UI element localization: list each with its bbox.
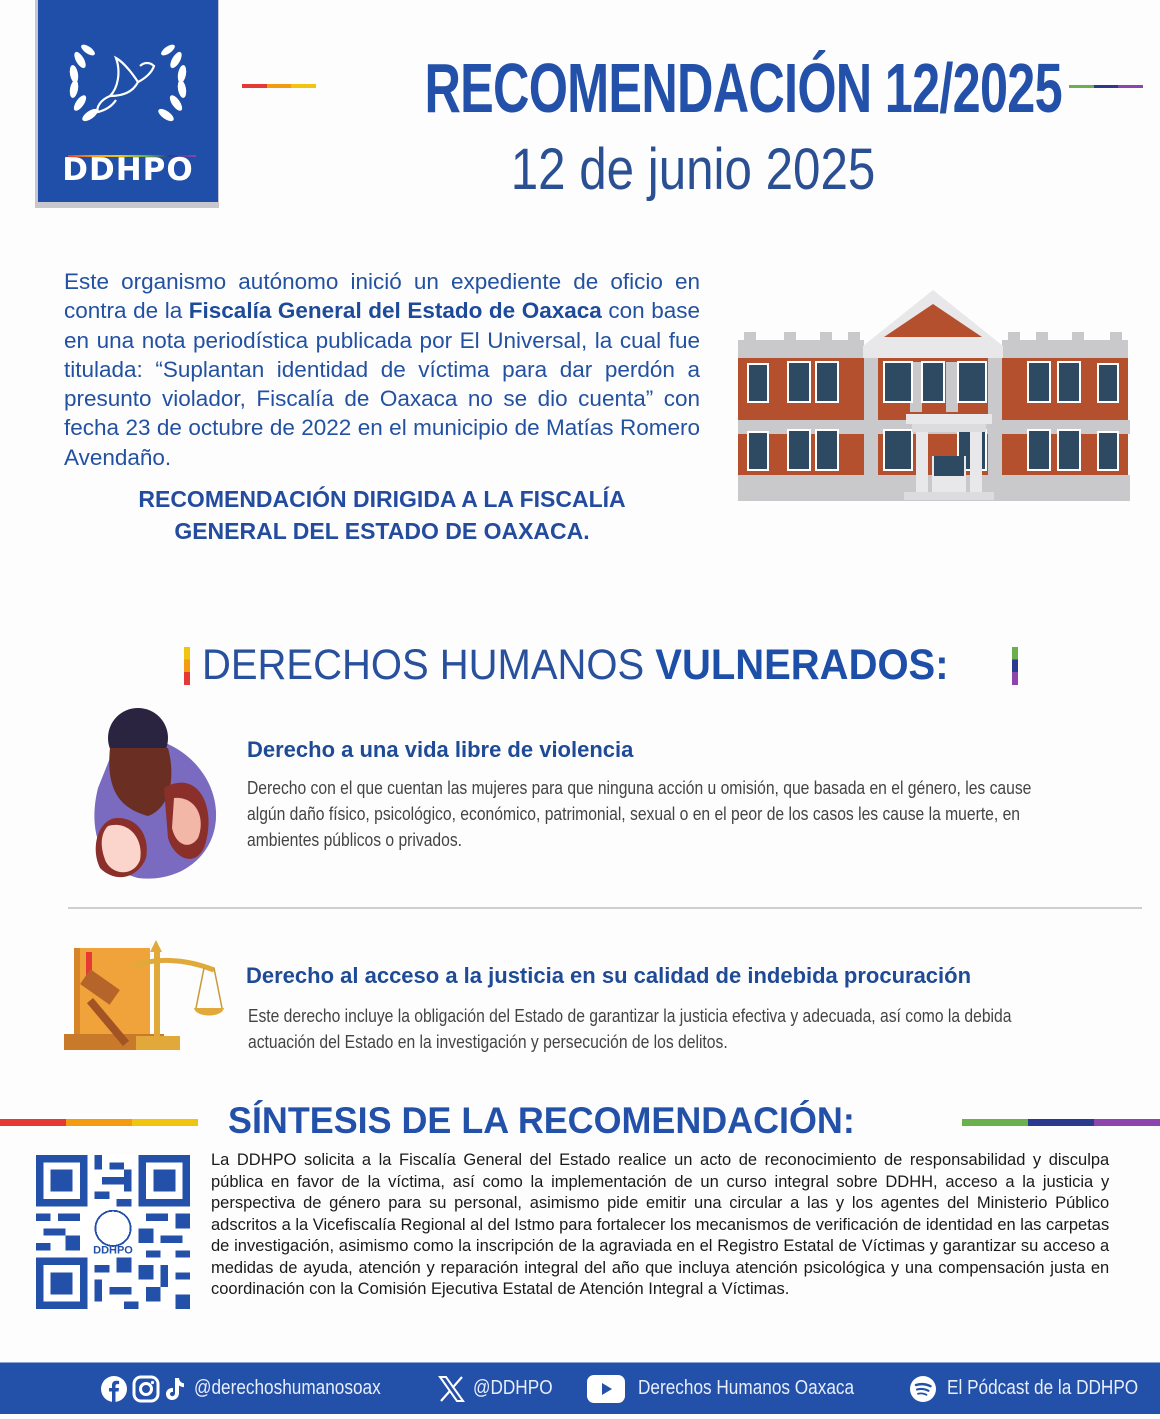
intro-text-1: Este organismo autónomo inició un expediente de oficio en contra de la [64,269,700,324]
dove-laurel-icon [38,0,218,150]
right-description-2: Este derecho incluye la obligación del Estado de garantizar la justicia efectiva y adecuada, así como la debida actuación del Estado en la investigación y persecución de los delitos. [248,1006,1012,1052]
footer-social-bar [0,1362,1160,1414]
youtube-channel[interactable] [586,1374,889,1404]
justice-scale-gavel-icon [64,938,226,1054]
social-accounts[interactable] [100,1375,411,1403]
directed-line-1: RECOMENDACIÓN DIRIGIDA A LA FISCALÍA [138,486,626,512]
section-divider [68,907,1142,909]
right-title-1: Derecho a una vida libre de violencia [247,737,634,762]
rights-section-heading [184,640,1024,690]
accent-bar-right [1012,647,1018,685]
instagram-icon[interactable] [132,1375,160,1403]
directed-line-2: GENERAL DEL ESTADO DE OAXACA. [174,518,590,544]
heading-light-text: DERECHOS HUMANOS [202,641,656,689]
intro-text-2: con base en una nota periodística publicada por El Universal, la cual fue titulada: “Suplantan identidad de víctima para dar perdón a presunto violador, Fiscalía de Oaxaca no se dio cuenta” con fecha 23 de octubre de 2022 en el municipio de Matías Romero Avendaño. [64,298,701,470]
x-twitter-icon[interactable] [437,1375,465,1403]
x-handle: @DDHPO [473,1377,553,1399]
x-account[interactable] [437,1375,566,1403]
svg-text:DDHPO: DDHPO [93,1244,133,1257]
youtube-channel-name: Derechos Humanos Oaxaca [637,1377,854,1399]
synthesis-accent-left [0,1119,198,1126]
directed-to-heading [64,483,700,547]
government-building-icon [736,280,1130,505]
intro-bold-entity: Fiscalía General del Estado de Oaxaca [188,298,602,324]
right-title-2: Derecho al acceso a la justicia en su calidad de indebida procuración [246,963,972,988]
accent-line-right [1069,85,1143,88]
women-faces-icon [78,708,222,884]
qr-code[interactable] [36,1155,190,1309]
spotify-icon[interactable] [909,1375,937,1403]
tiktok-icon[interactable] [164,1376,186,1402]
podcast-name: El Pódcast de la DDHPO [946,1377,1139,1399]
page-title: RECOMENDACIÓN 12/2025 [424,49,1062,127]
accent-bar-left [184,647,190,685]
facebook-icon[interactable] [100,1375,128,1403]
right-description-1: Derecho con el que cuentan las mujeres para que ninguna acción u omisión, que basada en el género, les cause algún daño físico, psicológico, económico, patrimonial, sexual o en el peor de los casos les cause la muerte, en ambientes públicos o privados. [247,778,1032,850]
social-handle: @derechoshumanosoax [194,1377,381,1399]
youtube-icon[interactable] [586,1374,626,1404]
heading-bold-text: VULNERADOS: [655,641,949,689]
logo-text: DDHPO [62,152,194,188]
synthesis-heading: SÍNTESIS DE LA RECOMENDACIÓN: [228,1100,855,1141]
synthesis-accent-right [962,1119,1160,1126]
publication-date: 12 de junio 2025 [510,137,876,202]
accent-line-left [242,84,316,88]
intro-paragraph [64,267,700,472]
synthesis-body: La DDHPO solicita a la Fiscalía General del Estado realice un acto de reconocimiento de responsabilidad y disculpa pública en favor de la víctima, así como la implementación de un curso integral sobre DDHH, acceso a la justicia y perspectiva de género para su personal, asimismo pide emitir una circular a las y los agentes del Ministerio Público adscritos a la Vicefiscalía Regional al del Istmo para fortalecer los mecanismos de verificación de identidad en las carpetas de investigación, asimismo como la inscripción de la agraviada en el Registro Estatal de Víctimas y garantizar su acceso a medidas de ayuda, atención y reparación integral del año que incluya atención psicológica y una compensación justa en coordinación con la Comisión Ejecutiva Estatal de Atención Integral a Víctimas. [211,1150,1110,1298]
podcast-link[interactable] [909,1375,1160,1403]
